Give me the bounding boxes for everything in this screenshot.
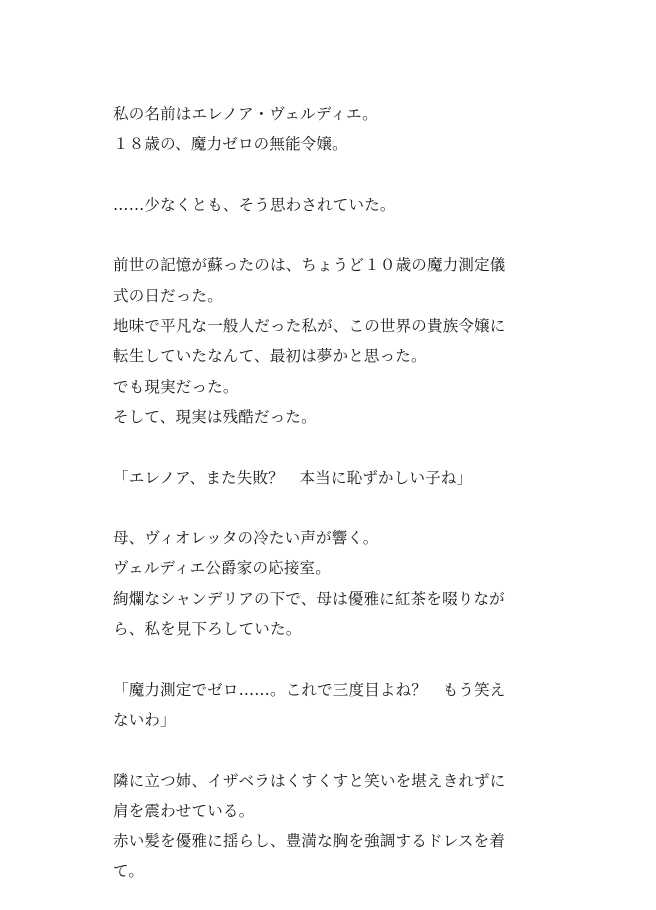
text-line: 母、ヴィオレッタの冷たい声が響く。 bbox=[113, 529, 379, 548]
blank-line bbox=[113, 735, 553, 765]
text-line: 私の名前はエレノア・ヴェルディエ。 bbox=[113, 105, 378, 123]
text-line: ら、私を見下ろしていた。 bbox=[113, 620, 302, 639]
text-line: 地味で平凡な一般人だった私が、この世界の貴族令嬢に bbox=[113, 317, 506, 336]
blank-line bbox=[113, 160, 553, 190]
text-line: １８歳の、魔力ゼロの無能令嬢。 bbox=[113, 135, 348, 154]
text-line: 前世の記憶が蘇ったのは、ちょうど１０歳の魔力測定儀 bbox=[113, 256, 506, 275]
body-text bbox=[113, 99, 553, 887]
dialogue-line: ないわ」 bbox=[113, 710, 176, 729]
text-line: 肩を震わせている。 bbox=[113, 801, 255, 820]
blank-line bbox=[113, 432, 553, 462]
text-line: そして、現実は残酷だった。 bbox=[113, 407, 317, 426]
dialogue-line: 「魔力測定でゼロ……。これで三度目よね？ もう笑え bbox=[113, 680, 506, 699]
dialogue-line: 「エレノア、また失敗？ 本当に恥ずかしい子ね」 bbox=[113, 468, 473, 487]
text-line: 絢爛なシャンデリアの下で、母は優雅に紅茶を啜りなが bbox=[113, 589, 505, 608]
text-line: て。 bbox=[113, 862, 145, 881]
text-line: ヴェルディエ公爵家の応接室。 bbox=[113, 559, 331, 578]
text-line: 赤い髪を優雅に揺らし、豊満な胸を強調するドレスを着 bbox=[113, 832, 506, 851]
text-line: ……少なくとも、そう思わされていた。 bbox=[113, 195, 396, 214]
blank-line bbox=[113, 493, 553, 523]
text-line: 隣に立つ姉、イザベラはくすくすと笑いを堪えきれずに bbox=[113, 771, 506, 790]
blank-line bbox=[113, 220, 553, 250]
text-line: でも現実だった。 bbox=[113, 377, 239, 396]
text-line: 式の日だった。 bbox=[113, 286, 223, 305]
blank-line bbox=[113, 644, 553, 674]
text-line: 転生していたなんて、最初は夢かと思った。 bbox=[113, 347, 427, 366]
